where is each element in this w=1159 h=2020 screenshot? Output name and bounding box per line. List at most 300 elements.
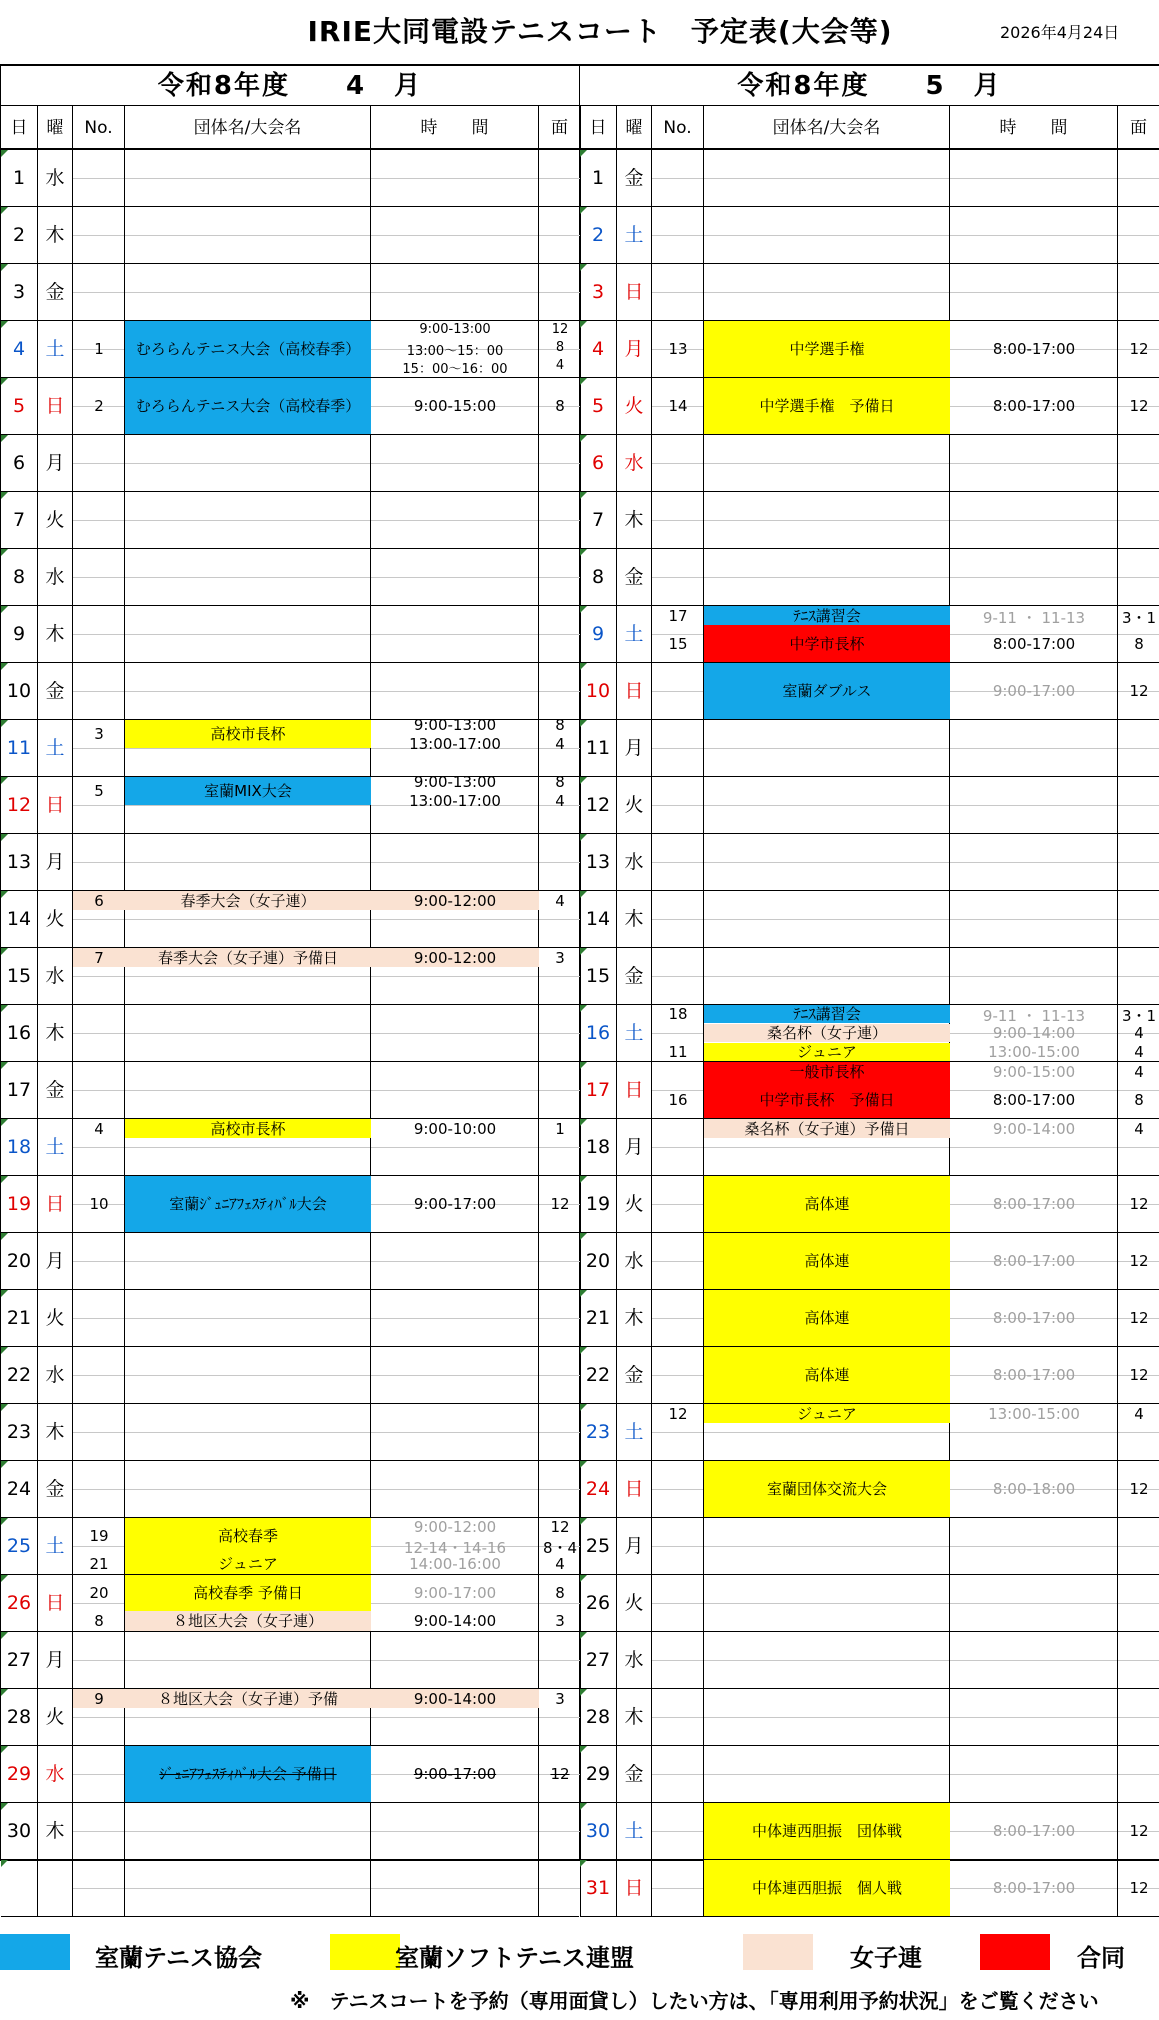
row-subline — [539, 862, 580, 863]
row-marker — [1, 207, 8, 214]
event-name: 中学市長杯 予備日 — [704, 1081, 950, 1118]
event-courts: 12 — [1129, 1879, 1149, 1897]
day-row — [1, 1119, 579, 1176]
day-row — [1, 834, 579, 891]
cell-weekday — [617, 1176, 652, 1232]
cell-name — [704, 948, 950, 1004]
event-name: 桑名杯（女子連）予備日 — [704, 1119, 950, 1138]
event-number: 21 — [89, 1555, 109, 1573]
row-subline — [125, 1318, 370, 1319]
weekday-label: 日 — [624, 281, 644, 303]
day-row — [1, 1062, 579, 1119]
row-marker — [1, 492, 8, 499]
event-time: 9:00-14:00 — [413, 1612, 497, 1630]
day-row — [580, 1746, 1159, 1803]
row-subline — [371, 178, 538, 179]
event-time: 8:00-17:00 — [992, 397, 1076, 415]
event-number: 10 — [89, 1195, 109, 1213]
day-row — [580, 663, 1159, 720]
event-name: 中体連西胆振 個人戦 — [704, 1860, 950, 1916]
cell-no — [73, 150, 125, 206]
event-number: 13 — [668, 340, 688, 358]
event-name: 室蘭ｼﾞｭﾆｱﾌｪｽﾃｨﾊﾞﾙ大会 — [125, 1176, 371, 1232]
cell-time — [950, 1518, 1118, 1574]
cell-name — [125, 1347, 371, 1403]
row-subline — [125, 1147, 370, 1148]
cell-time — [371, 435, 539, 491]
event-time: 9:00-17:00 — [413, 1765, 497, 1783]
cell-weekday — [617, 948, 652, 1004]
event-courts: 4 — [1134, 1404, 1144, 1423]
day-row — [580, 1119, 1159, 1176]
cell-time — [950, 264, 1118, 320]
event-courts: 8 — [555, 715, 565, 734]
day-row — [1, 715, 579, 777]
weekday-label: 木 — [624, 1706, 644, 1728]
col-header-no: No. — [73, 106, 125, 150]
weekday-label: 木 — [45, 623, 65, 645]
row-subline — [652, 1204, 703, 1205]
weekday-label: 金 — [624, 1763, 644, 1785]
event-courts: 4 — [555, 891, 565, 910]
row-marker — [580, 1518, 587, 1525]
cell-weekday — [38, 1575, 73, 1631]
cell-weekday — [617, 1062, 652, 1118]
day-number: 15 — [585, 965, 611, 987]
cell-day — [1, 1860, 38, 1916]
cell-courts — [1118, 1689, 1159, 1745]
cell-no — [73, 663, 125, 719]
row-subline — [73, 292, 124, 293]
cell-time — [371, 1062, 539, 1118]
cell-courts — [1118, 207, 1159, 263]
cell-no — [652, 1518, 704, 1574]
day-row — [580, 1860, 1159, 1917]
cell-no — [652, 1119, 704, 1175]
row-subline — [1118, 919, 1159, 920]
cell-no — [73, 606, 125, 662]
day-row — [580, 777, 1159, 834]
row-subline — [371, 235, 538, 236]
row-subline — [73, 919, 124, 920]
may-schedule — [580, 64, 1159, 1899]
day-number: 6 — [12, 452, 26, 474]
row-marker — [1, 948, 8, 955]
col-header-weekday: 曜 — [38, 106, 73, 150]
cell-day — [1, 264, 38, 320]
row-subline — [371, 1375, 538, 1376]
row-subline — [371, 1432, 538, 1433]
day-row — [1, 1176, 579, 1233]
day-row — [580, 264, 1159, 321]
row-subline — [950, 520, 1117, 521]
legend-label-kyokai: 室蘭テニス協会 — [95, 1944, 263, 1972]
event-time: 8:00-17:00 — [992, 1090, 1076, 1109]
cell-weekday — [38, 720, 73, 776]
day-row — [580, 1632, 1159, 1689]
col-header-time: 時 間 — [950, 106, 1118, 150]
row-subline — [73, 520, 124, 521]
row-subline — [704, 463, 949, 464]
day-row — [580, 891, 1159, 948]
row-subline — [652, 463, 703, 464]
cell-name — [125, 1233, 371, 1289]
cell-weekday — [617, 663, 652, 719]
row-marker — [580, 435, 587, 442]
event-time: 13:00～15：00 — [406, 344, 504, 359]
day-row — [580, 1233, 1159, 1290]
event-number: 8 — [94, 1612, 104, 1630]
row-subline — [371, 691, 538, 692]
cell-name — [125, 1632, 371, 1688]
row-subline — [950, 1432, 1117, 1433]
row-subline — [125, 691, 370, 692]
row-subline — [950, 463, 1117, 464]
day-number: 29 — [6, 1763, 32, 1785]
event-name: 室蘭MIX大会 — [125, 777, 371, 805]
row-marker — [580, 1233, 587, 1240]
footnote: ※ テニスコートを予約（専用面貸し）したい方は、「専用利用予約状況」をご覧ください — [290, 1989, 1099, 2013]
legend — [0, 1932, 1159, 1976]
cell-day — [1, 1062, 38, 1118]
event-name: ８地区大会（女子連）予備 — [125, 1689, 371, 1708]
cell-day — [1, 1746, 38, 1802]
row-subline — [73, 1432, 124, 1433]
weekday-label: 水 — [45, 566, 65, 588]
event-courts: 12 — [1129, 1252, 1149, 1270]
day-number: 16 — [6, 1022, 32, 1044]
event-time: 9:00-10:00 — [413, 1119, 497, 1138]
cell-name — [704, 435, 950, 491]
cell-no — [652, 1689, 704, 1745]
cell-courts — [1118, 891, 1159, 947]
row-marker — [580, 1290, 587, 1297]
day-number: 23 — [6, 1421, 32, 1443]
row-subline — [1118, 520, 1159, 521]
cell-day — [1, 1518, 38, 1574]
weekday-label: 火 — [624, 1592, 644, 1614]
cell-weekday — [617, 891, 652, 947]
day-number: 23 — [585, 1421, 611, 1443]
row-subline — [704, 862, 949, 863]
event-time: 8:00-17:00 — [992, 1822, 1076, 1840]
row-subline — [73, 634, 124, 635]
day-row — [1, 772, 579, 834]
row-subline — [73, 178, 124, 179]
page-title: IRIE大同電設テニスコート 予定表(大会等) — [307, 15, 893, 48]
cell-courts — [539, 264, 581, 320]
cell-time — [371, 1347, 539, 1403]
cell-courts — [539, 435, 581, 491]
weekday-label: 日 — [45, 1193, 65, 1215]
row-marker — [580, 1803, 587, 1810]
row-subline — [950, 1717, 1117, 1718]
cell-day — [1, 606, 38, 662]
row-marker — [1, 435, 8, 442]
col-header-name: 団体名/大会名 — [704, 106, 950, 150]
cell-day — [1, 1176, 38, 1232]
legend-swatch-godo — [980, 1934, 1050, 1970]
cell-time — [371, 1005, 539, 1061]
cell-day — [1, 1689, 38, 1745]
row-subline — [73, 976, 124, 977]
event-time: 9:00-14:00 — [413, 1689, 497, 1708]
cell-weekday — [38, 1404, 73, 1460]
row-subline — [652, 1318, 703, 1319]
day-row — [580, 1518, 1159, 1575]
col-header-name: 団体名/大会名 — [125, 106, 371, 150]
row-subline — [652, 1831, 703, 1832]
event-name: ﾃﾆｽ講習会 — [704, 1005, 950, 1023]
row-subline — [371, 1888, 538, 1889]
weekday-label: 水 — [624, 1649, 644, 1671]
col-header-time: 時 間 — [371, 106, 539, 150]
row-subline — [73, 862, 124, 863]
row-subline — [704, 292, 949, 293]
row-marker — [580, 948, 587, 955]
legend-swatch-joshi — [743, 1934, 813, 1970]
event-courts: 4 — [555, 734, 565, 753]
cell-name — [704, 1518, 950, 1574]
cell-no — [73, 1860, 125, 1916]
row-marker — [1, 549, 8, 556]
day-row — [1, 663, 579, 720]
cell-name — [125, 1404, 371, 1460]
event-courts: 12 — [550, 1765, 570, 1783]
cell-time — [371, 1632, 539, 1688]
weekday-label: 月 — [45, 1250, 65, 1272]
weekday-label: 火 — [45, 1706, 65, 1728]
event-name: 一般市長杯 — [704, 1062, 950, 1081]
row-subline — [652, 976, 703, 977]
row-marker — [580, 663, 587, 670]
event-name: 高体連 — [704, 1176, 950, 1232]
event-courts: 12 — [551, 322, 569, 337]
cell-time — [371, 1860, 539, 1916]
event-time: 9:00-12:00 — [413, 1517, 497, 1536]
weekday-label: 金 — [624, 965, 644, 987]
row-subline — [73, 577, 124, 578]
row-subline — [652, 1546, 703, 1547]
day-row — [580, 1176, 1159, 1233]
cell-day — [1, 777, 38, 833]
cell-no — [652, 948, 704, 1004]
cell-courts — [539, 1347, 581, 1403]
event-courts: 12 — [550, 1195, 570, 1213]
row-subline — [371, 1147, 538, 1148]
row-subline — [73, 805, 124, 806]
row-subline — [704, 1546, 949, 1547]
event-courts: 12 — [1129, 682, 1149, 700]
legend-label-soft: 室蘭ソフトテニス連盟 — [395, 1944, 635, 1972]
day-number: 17 — [6, 1079, 32, 1101]
cell-day — [1, 948, 38, 1004]
cell-day — [1, 1461, 38, 1517]
row-subline — [371, 634, 538, 635]
row-subline — [125, 292, 370, 293]
day-row — [580, 1461, 1159, 1518]
event-time: 9:00-13:00 — [413, 715, 497, 734]
row-subline — [371, 1831, 538, 1832]
day-row — [1, 1803, 579, 1860]
day-number: 10 — [6, 680, 32, 702]
row-subline — [125, 976, 370, 977]
cell-weekday — [617, 1005, 652, 1061]
day-number: 13 — [585, 851, 611, 873]
cell-day — [1, 891, 38, 947]
event-time: 8:00-17:00 — [992, 1195, 1076, 1213]
cell-weekday — [617, 1347, 652, 1403]
weekday-label: 水 — [45, 965, 65, 987]
cell-day — [580, 207, 617, 263]
event-time: 9-11 ・ 11-13 — [982, 608, 1086, 627]
weekday-label: 土 — [624, 1820, 644, 1842]
col-header-weekday: 曜 — [617, 106, 652, 150]
row-subline — [539, 235, 580, 236]
row-marker — [1, 1233, 8, 1240]
row-subline — [652, 748, 703, 749]
updated-date: 2026年4月24日 — [1000, 23, 1120, 42]
cell-weekday — [38, 1860, 73, 1916]
day-row — [1, 1404, 579, 1461]
cell-weekday — [617, 378, 652, 434]
row-marker — [580, 1632, 587, 1639]
row-subline — [125, 748, 370, 749]
day-row — [580, 834, 1159, 891]
day-number: 13 — [6, 851, 32, 873]
event-time: 9:00-17:00 — [992, 682, 1076, 700]
day-row — [1, 207, 579, 264]
row-subline — [73, 1090, 124, 1091]
weekday-label: 土 — [624, 623, 644, 645]
day-number: 24 — [585, 1478, 611, 1500]
event-courts: 8・4 — [542, 1538, 578, 1557]
cell-day — [580, 834, 617, 890]
row-subline — [652, 805, 703, 806]
row-subline — [73, 1261, 124, 1262]
event-courts: 8 — [1134, 1090, 1144, 1109]
row-subline — [371, 1660, 538, 1661]
day-row — [580, 1404, 1159, 1461]
row-marker — [580, 606, 587, 613]
row-subline — [73, 463, 124, 464]
cell-courts — [1118, 264, 1159, 320]
row-subline — [950, 748, 1117, 749]
row-subline — [539, 976, 580, 977]
col-header-day: 日 — [580, 106, 617, 150]
event-time: 8:00-18:00 — [992, 1480, 1076, 1498]
cell-courts — [1118, 1518, 1159, 1574]
row-subline — [704, 1147, 949, 1148]
event-name: ジュニア — [125, 1554, 371, 1574]
cell-day — [1, 1119, 38, 1175]
cell-no — [652, 1461, 704, 1517]
row-subline — [125, 1261, 370, 1262]
event-courts: 3 — [555, 948, 565, 967]
cell-no — [73, 549, 125, 605]
cell-weekday — [617, 834, 652, 890]
row-subline — [950, 919, 1117, 920]
cell-day — [580, 606, 617, 662]
event-name: ジュニア — [704, 1043, 950, 1061]
row-marker — [580, 1746, 587, 1753]
cell-time — [950, 150, 1118, 206]
row-subline — [73, 1831, 124, 1832]
cell-day — [1, 378, 38, 434]
day-number: 10 — [585, 680, 611, 702]
cell-weekday — [617, 606, 652, 662]
cell-day — [580, 1689, 617, 1745]
row-marker — [580, 1860, 587, 1867]
row-subline — [652, 1660, 703, 1661]
cell-day — [1, 435, 38, 491]
row-marker — [580, 1689, 587, 1696]
row-subline — [1118, 805, 1159, 806]
event-name: 春季大会（女子連）予備日 — [125, 948, 371, 967]
cell-courts — [539, 1233, 581, 1289]
row-marker — [1, 1575, 8, 1582]
row-subline — [125, 805, 370, 806]
event-number: 14 — [668, 397, 688, 415]
day-number: 28 — [585, 1706, 611, 1728]
event-time: 9:00-14:00 — [992, 1119, 1076, 1138]
row-subline — [539, 1147, 580, 1148]
cell-courts — [539, 1632, 581, 1688]
cell-courts — [539, 1404, 581, 1460]
cell-day — [1, 720, 38, 776]
row-subline — [73, 1375, 124, 1376]
row-subline — [704, 748, 949, 749]
row-subline — [1118, 463, 1159, 464]
row-subline — [652, 178, 703, 179]
cell-weekday — [617, 777, 652, 833]
cell-no — [652, 1632, 704, 1688]
event-time: 8:00-17:00 — [992, 1309, 1076, 1327]
day-row — [1, 1746, 579, 1803]
row-marker — [580, 1347, 587, 1354]
day-row — [580, 321, 1159, 378]
cell-day — [1, 549, 38, 605]
cell-weekday — [38, 1632, 73, 1688]
cell-time — [950, 207, 1118, 263]
row-marker — [1, 1176, 8, 1183]
row-subline — [125, 1033, 370, 1034]
cell-no — [652, 1860, 704, 1916]
cell-name — [125, 834, 371, 890]
row-subline — [125, 1090, 370, 1091]
day-number: 19 — [6, 1193, 32, 1215]
row-marker — [1, 1860, 8, 1867]
cell-no — [652, 777, 704, 833]
cell-no — [73, 207, 125, 263]
day-row — [580, 1575, 1159, 1632]
row-subline — [1118, 862, 1159, 863]
cell-name — [704, 1689, 950, 1745]
row-subline — [704, 1717, 949, 1718]
cell-courts — [539, 1290, 581, 1346]
weekday-label: 木 — [624, 908, 644, 930]
event-courts: 12 — [1129, 1195, 1149, 1213]
cell-name — [125, 1290, 371, 1346]
cell-no — [652, 1746, 704, 1802]
day-number: 31 — [585, 1877, 611, 1899]
cell-name — [125, 435, 371, 491]
row-subline — [950, 1603, 1117, 1604]
row-marker — [1, 663, 8, 670]
row-subline — [704, 976, 949, 977]
day-row — [580, 492, 1159, 549]
row-marker — [1, 1404, 8, 1411]
